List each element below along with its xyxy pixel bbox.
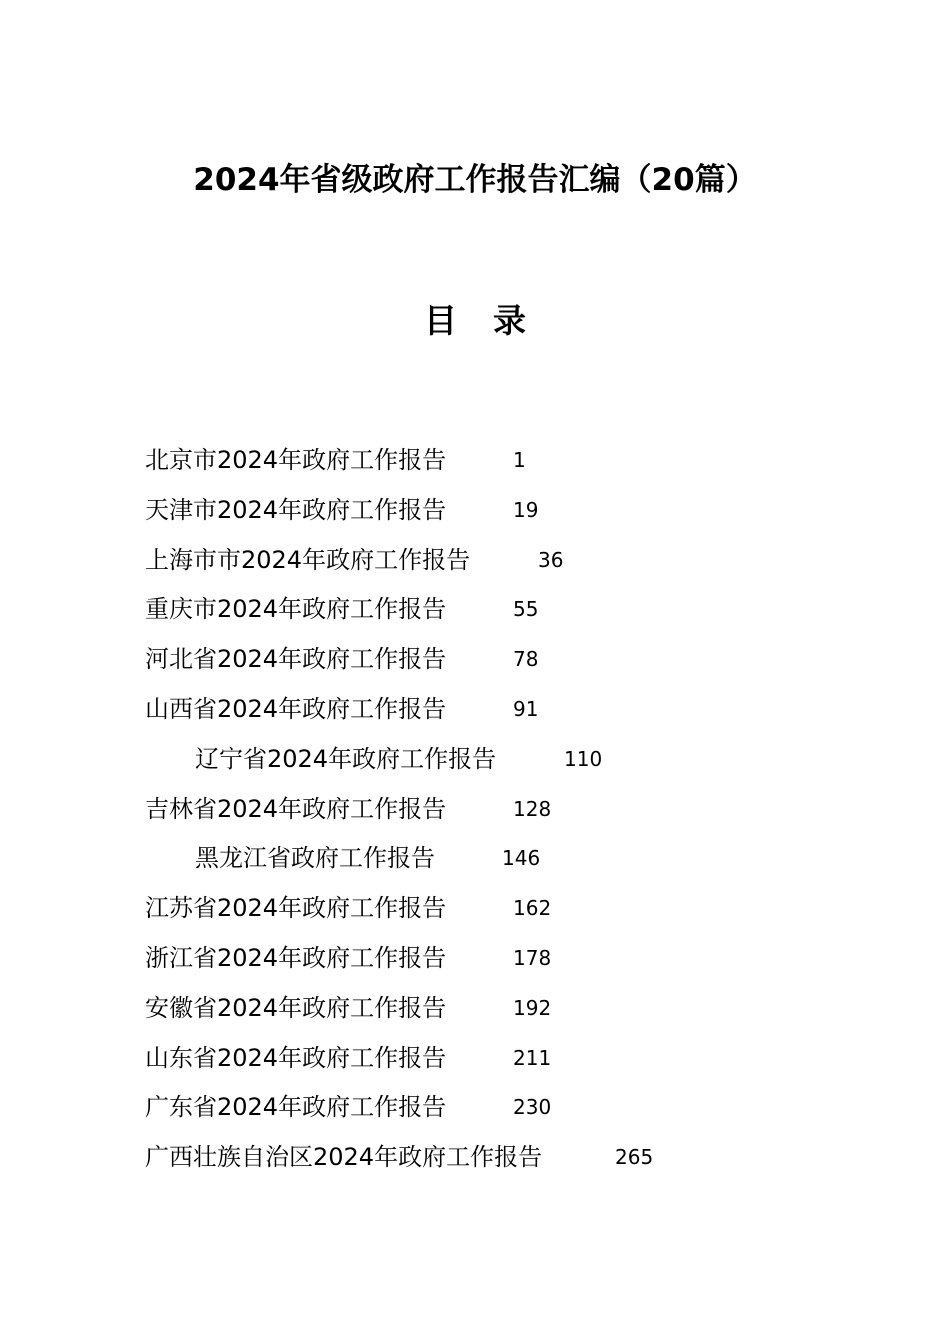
toc-entry-title: 上海市市2024年政府工作报告 <box>145 545 471 574</box>
toc-entry[interactable] <box>0 585 950 635</box>
toc-entry-page: 162 <box>513 896 552 921</box>
toc-entry-title: 吉林省2024年政府工作报告 <box>145 794 447 823</box>
toc-entry-title: 山东省2024年政府工作报告 <box>145 1043 447 1072</box>
toc-entry[interactable] <box>0 934 950 984</box>
toc-entry[interactable] <box>0 884 950 934</box>
toc-entry[interactable] <box>0 536 950 586</box>
toc-entry-page: 1 <box>513 448 526 472</box>
toc-entry-title: 辽宁省2024年政府工作报告 <box>195 744 497 773</box>
toc-entry[interactable] <box>0 635 950 685</box>
toc-entry[interactable] <box>0 834 950 884</box>
toc-entry-title: 河北省2024年政府工作报告 <box>145 645 447 674</box>
toc-entry-title: 北京市2024年政府工作报告 <box>145 446 447 474</box>
toc-heading-char-2: 录 <box>493 301 526 340</box>
toc-entry[interactable] <box>0 1034 950 1084</box>
document-title: 2024年省级政府工作报告汇编（20篇） <box>193 162 757 198</box>
toc-entry-title: 黑龙江省政府工作报告 <box>195 844 435 873</box>
toc-list <box>0 436 950 1183</box>
toc-entry[interactable] <box>0 984 950 1034</box>
toc-entry-title: 天津市2024年政府工作报告 <box>145 495 447 524</box>
toc-entry-page: 128 <box>513 796 552 821</box>
toc-entry-title: 广东省2024年政府工作报告 <box>145 1093 447 1122</box>
toc-entry-title: 山西省2024年政府工作报告 <box>145 694 447 723</box>
toc-entry-page: 192 <box>513 995 552 1020</box>
toc-entry-page: 178 <box>513 945 552 970</box>
toc-entry[interactable] <box>0 1133 950 1183</box>
toc-entry-title: 重庆市2024年政府工作报告 <box>145 595 447 624</box>
toc-entry-title: 江苏省2024年政府工作报告 <box>145 894 447 923</box>
toc-entry-page: 265 <box>615 1145 654 1170</box>
toc-entry[interactable] <box>0 785 950 835</box>
toc-entry-page: 146 <box>502 846 541 871</box>
toc-entry-title: 广西壮族自治区2024年政府工作报告 <box>145 1143 543 1172</box>
toc-heading-char-1: 目 <box>424 301 457 340</box>
toc-entry[interactable] <box>0 436 950 486</box>
toc-entry[interactable] <box>0 735 950 785</box>
toc-entry[interactable] <box>0 486 950 536</box>
toc-entry[interactable] <box>0 685 950 735</box>
toc-entry-page: 55 <box>513 597 539 622</box>
toc-entry-page: 211 <box>513 1045 552 1070</box>
toc-entry-title: 安徽省2024年政府工作报告 <box>145 993 447 1022</box>
toc-entry-page: 110 <box>564 746 603 771</box>
toc-entry-page: 36 <box>538 547 564 572</box>
toc-entry-page: 230 <box>513 1095 552 1120</box>
toc-entry-page: 91 <box>513 696 539 721</box>
toc-entry[interactable] <box>0 1083 950 1133</box>
toc-heading <box>0 298 950 344</box>
toc-entry-title: 浙江省2024年政府工作报告 <box>145 943 447 972</box>
toc-entry-page: 78 <box>513 647 539 672</box>
toc-entry-page: 19 <box>513 497 539 522</box>
